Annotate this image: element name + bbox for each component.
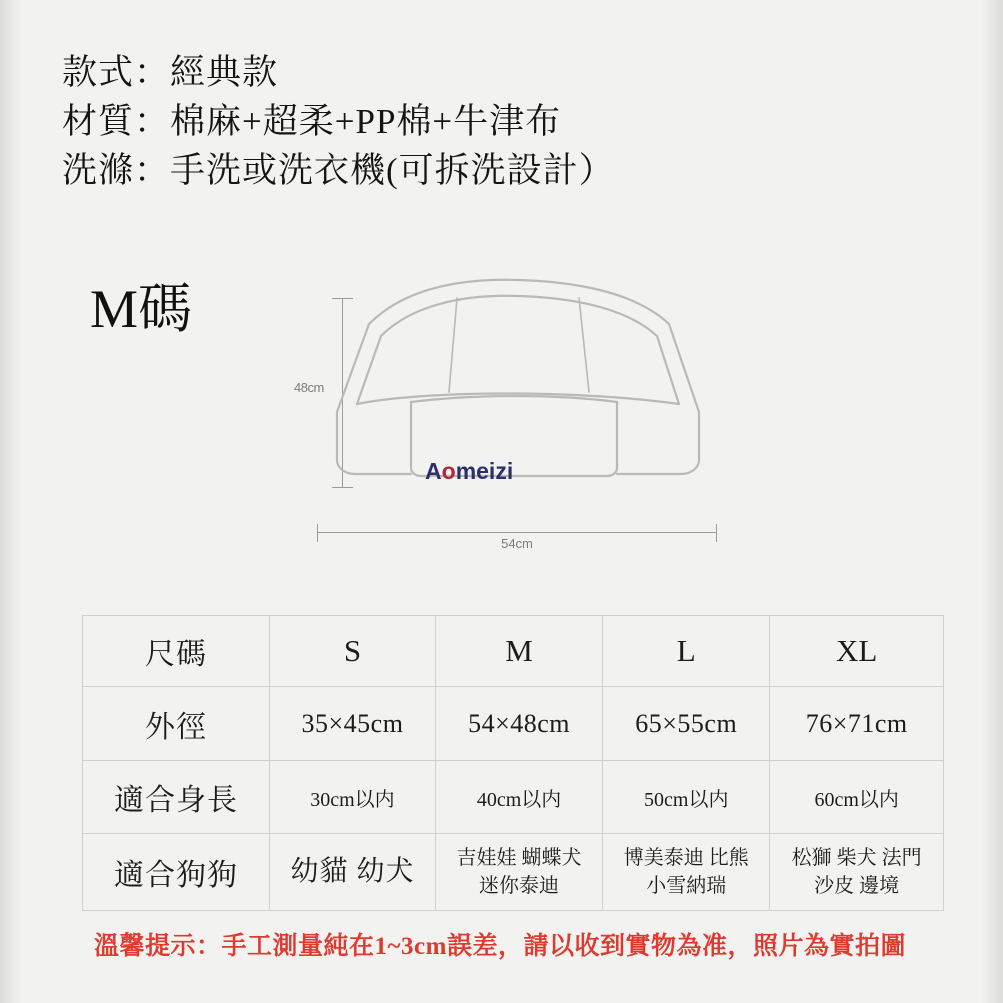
size-table [82, 615, 944, 911]
footer-note: 溫馨提示：手工測量純在1~3cm誤差，請以收到實物為准，照片為實拍圖 [94, 933, 906, 960]
width-dimension-line [317, 532, 717, 533]
table-cell-outer-m: 54×48cm [435, 687, 602, 761]
table-cell-dogs-m [435, 834, 602, 911]
width-dimension-label: 54cm [501, 536, 533, 551]
diagram-size-label: M碼 [90, 279, 193, 339]
spec-block [62, 48, 922, 195]
table-cell-dogs-s-text: 幼貓 幼犬 [290, 856, 415, 887]
width-dimension [317, 524, 717, 564]
table-row-label-suitable-dogs: 適合狗狗 [83, 834, 270, 911]
table-cell-length-xl: 60cm以内 [770, 761, 944, 834]
brand-logo-suffix: meizi [455, 458, 514, 484]
table-cell-dogs-s [270, 834, 436, 911]
spec-line-style: 款式：經典款 [62, 53, 279, 92]
table-row-label-size: 尺碼 [83, 616, 270, 687]
table-cell-size-s: S [270, 616, 436, 687]
height-dimension-label: 48cm [294, 380, 324, 395]
bed-diagram [62, 262, 942, 582]
table-cell-size-xl: XL [770, 616, 944, 687]
bed-outline-icon [307, 272, 727, 502]
table-cell-size-m: M [435, 616, 602, 687]
brand-logo-text: A [425, 458, 442, 484]
table-cell-length-l: 50cm以内 [603, 761, 770, 834]
table-cell-size-l: L [603, 616, 770, 687]
table-row-label-body-length: 適合身長 [83, 761, 270, 834]
bed-illustration [307, 272, 727, 502]
table-cell-dogs-xl-text: 松獅 柴犬 法門 沙皮 邊境 [791, 847, 922, 897]
page-edge-right [981, 0, 1003, 1003]
table-cell-outer-s: 35×45cm [270, 687, 436, 761]
table-row [83, 761, 944, 834]
spec-line-material: 材質：棉麻+超柔+PP棉+牛津布 [62, 102, 562, 141]
table-row [83, 834, 944, 911]
brand-logo-accent: o [441, 458, 456, 484]
table-cell-outer-l: 65×55cm [603, 687, 770, 761]
table-cell-dogs-xl [770, 834, 944, 911]
brand-logo [425, 458, 513, 485]
page-edge-left [0, 0, 22, 1003]
table-cell-length-m: 40cm以内 [435, 761, 602, 834]
table-cell-length-s: 30cm以内 [270, 761, 436, 834]
table-cell-dogs-l [603, 834, 770, 911]
table-cell-outer-xl: 76×71cm [770, 687, 944, 761]
table-row [83, 616, 944, 687]
table-cell-dogs-l-text: 博美泰迪 比熊 小雪納瑞 [623, 847, 749, 897]
table-row [83, 687, 944, 761]
table-cell-dogs-m-text: 吉娃娃 蝴蝶犬 迷你泰迪 [456, 847, 582, 897]
table-row-label-outer-diameter: 外徑 [83, 687, 270, 761]
spec-line-washing: 洗滌：手洗或洗衣機(可拆洗設計） [62, 151, 615, 190]
